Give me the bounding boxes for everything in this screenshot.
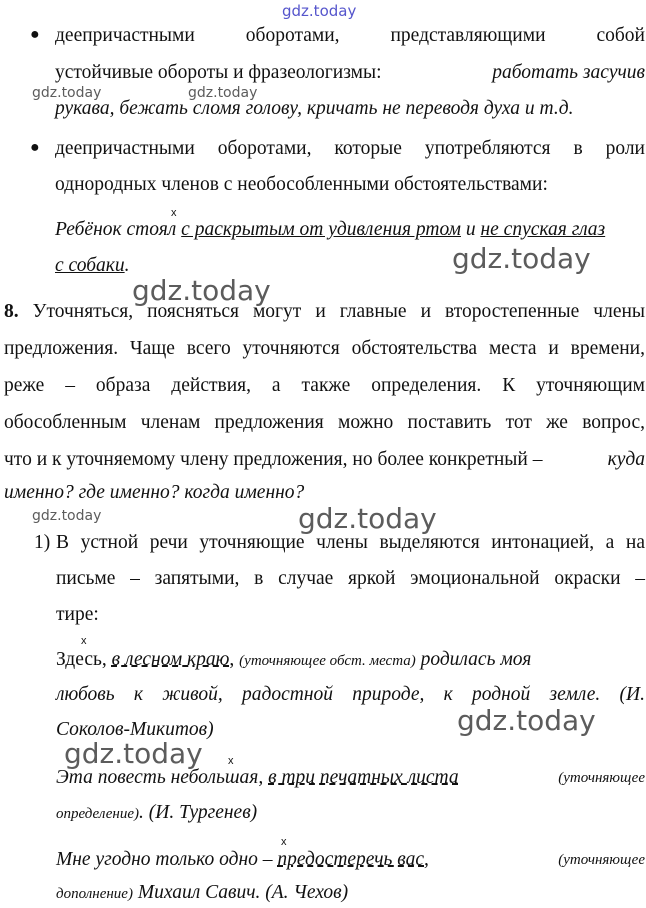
watermark: gdz.today bbox=[32, 85, 102, 101]
example-2-line-3: Соколов-Микитов) bbox=[56, 719, 214, 740]
predicate-mark: х bbox=[81, 635, 87, 647]
example-2-line-1: Здесь, в лесном краю, (уточняющее обст. места) родилась моя bbox=[56, 649, 532, 670]
predicate-mark: х bbox=[228, 755, 234, 767]
item-1-line-1: В устной речи уточняющие члены выделяются интонацией, а на bbox=[56, 532, 645, 553]
bullet-2-line-1: деепричастными оборотами, которые употребляются в роли bbox=[55, 138, 645, 159]
example-4-line-1: Мне угодно только одно – предостеречь вас, (уточняющее bbox=[56, 849, 645, 870]
item-number: 1) bbox=[34, 532, 51, 553]
section-8-line-6: именно? где именно? когда именно? bbox=[4, 482, 305, 503]
watermark: gdz.today bbox=[457, 704, 596, 737]
section-8-line-4: обособленным членам предложения можно поставить тот же вопрос, bbox=[4, 412, 645, 433]
bullet-1-line-2: устойчивые обороты и фразеологизмы: работать засучив bbox=[55, 62, 645, 83]
watermark: gdz.today bbox=[32, 508, 102, 524]
watermark: gdz.today bbox=[282, 2, 357, 20]
example-4-line-2: дополнение) Михаил Савич. (А. Чехов) bbox=[56, 882, 349, 903]
bullet-1-line-1: деепричастными оборотами, представляющими собой bbox=[55, 25, 645, 46]
predicate-mark: х bbox=[281, 836, 287, 848]
item-1-line-2: письме – запятыми, в случае яркой эмоциональной окраски – bbox=[56, 568, 645, 589]
bullet-marker: ● bbox=[30, 26, 40, 43]
example-sentence-cont: с собаки. bbox=[55, 255, 130, 276]
bullet-2-line-2: однородных членов с необособленными обстоятельствами: bbox=[55, 174, 548, 195]
section-8-line-5: что и к уточняемому члену предложения, но более конкретный – куда bbox=[4, 449, 645, 470]
predicate-mark: х bbox=[171, 207, 177, 219]
watermark: gdz.today bbox=[132, 274, 271, 307]
example-3-line-2: определение). (И. Тургенев) bbox=[56, 802, 258, 823]
example-3-line-1: Эта повесть небольшая, в три печатных листа (уточняющее bbox=[56, 767, 645, 788]
watermark: gdz.today bbox=[64, 737, 203, 770]
section-8-line-3: реже – образа действия, а также определения. К уточняющим bbox=[4, 375, 645, 396]
section-8-line-1: 8. Уточняться, поясняться могут и главные и второстепенные члены bbox=[4, 301, 646, 322]
bullet-1-line-3: рукава, бежать сломя голову, кричать не переводя духа и т.д. bbox=[55, 98, 574, 119]
section-8-line-2: предложения. Чаще всего уточняются обстоятельства места и времени, bbox=[4, 338, 645, 359]
example-sentence: Ребёнок стоял с раскрытым от удивления ртом и не спуская глаз bbox=[55, 219, 606, 240]
example-2-line-2: любовь к живой, радостной природе, к родной земле. (И. bbox=[56, 684, 645, 705]
item-1-line-3: тире: bbox=[56, 604, 99, 625]
watermark: gdz.today bbox=[298, 502, 437, 535]
watermark: gdz.today bbox=[452, 242, 591, 275]
watermark: gdz.today bbox=[188, 85, 258, 101]
bullet-marker: ● bbox=[30, 139, 40, 156]
